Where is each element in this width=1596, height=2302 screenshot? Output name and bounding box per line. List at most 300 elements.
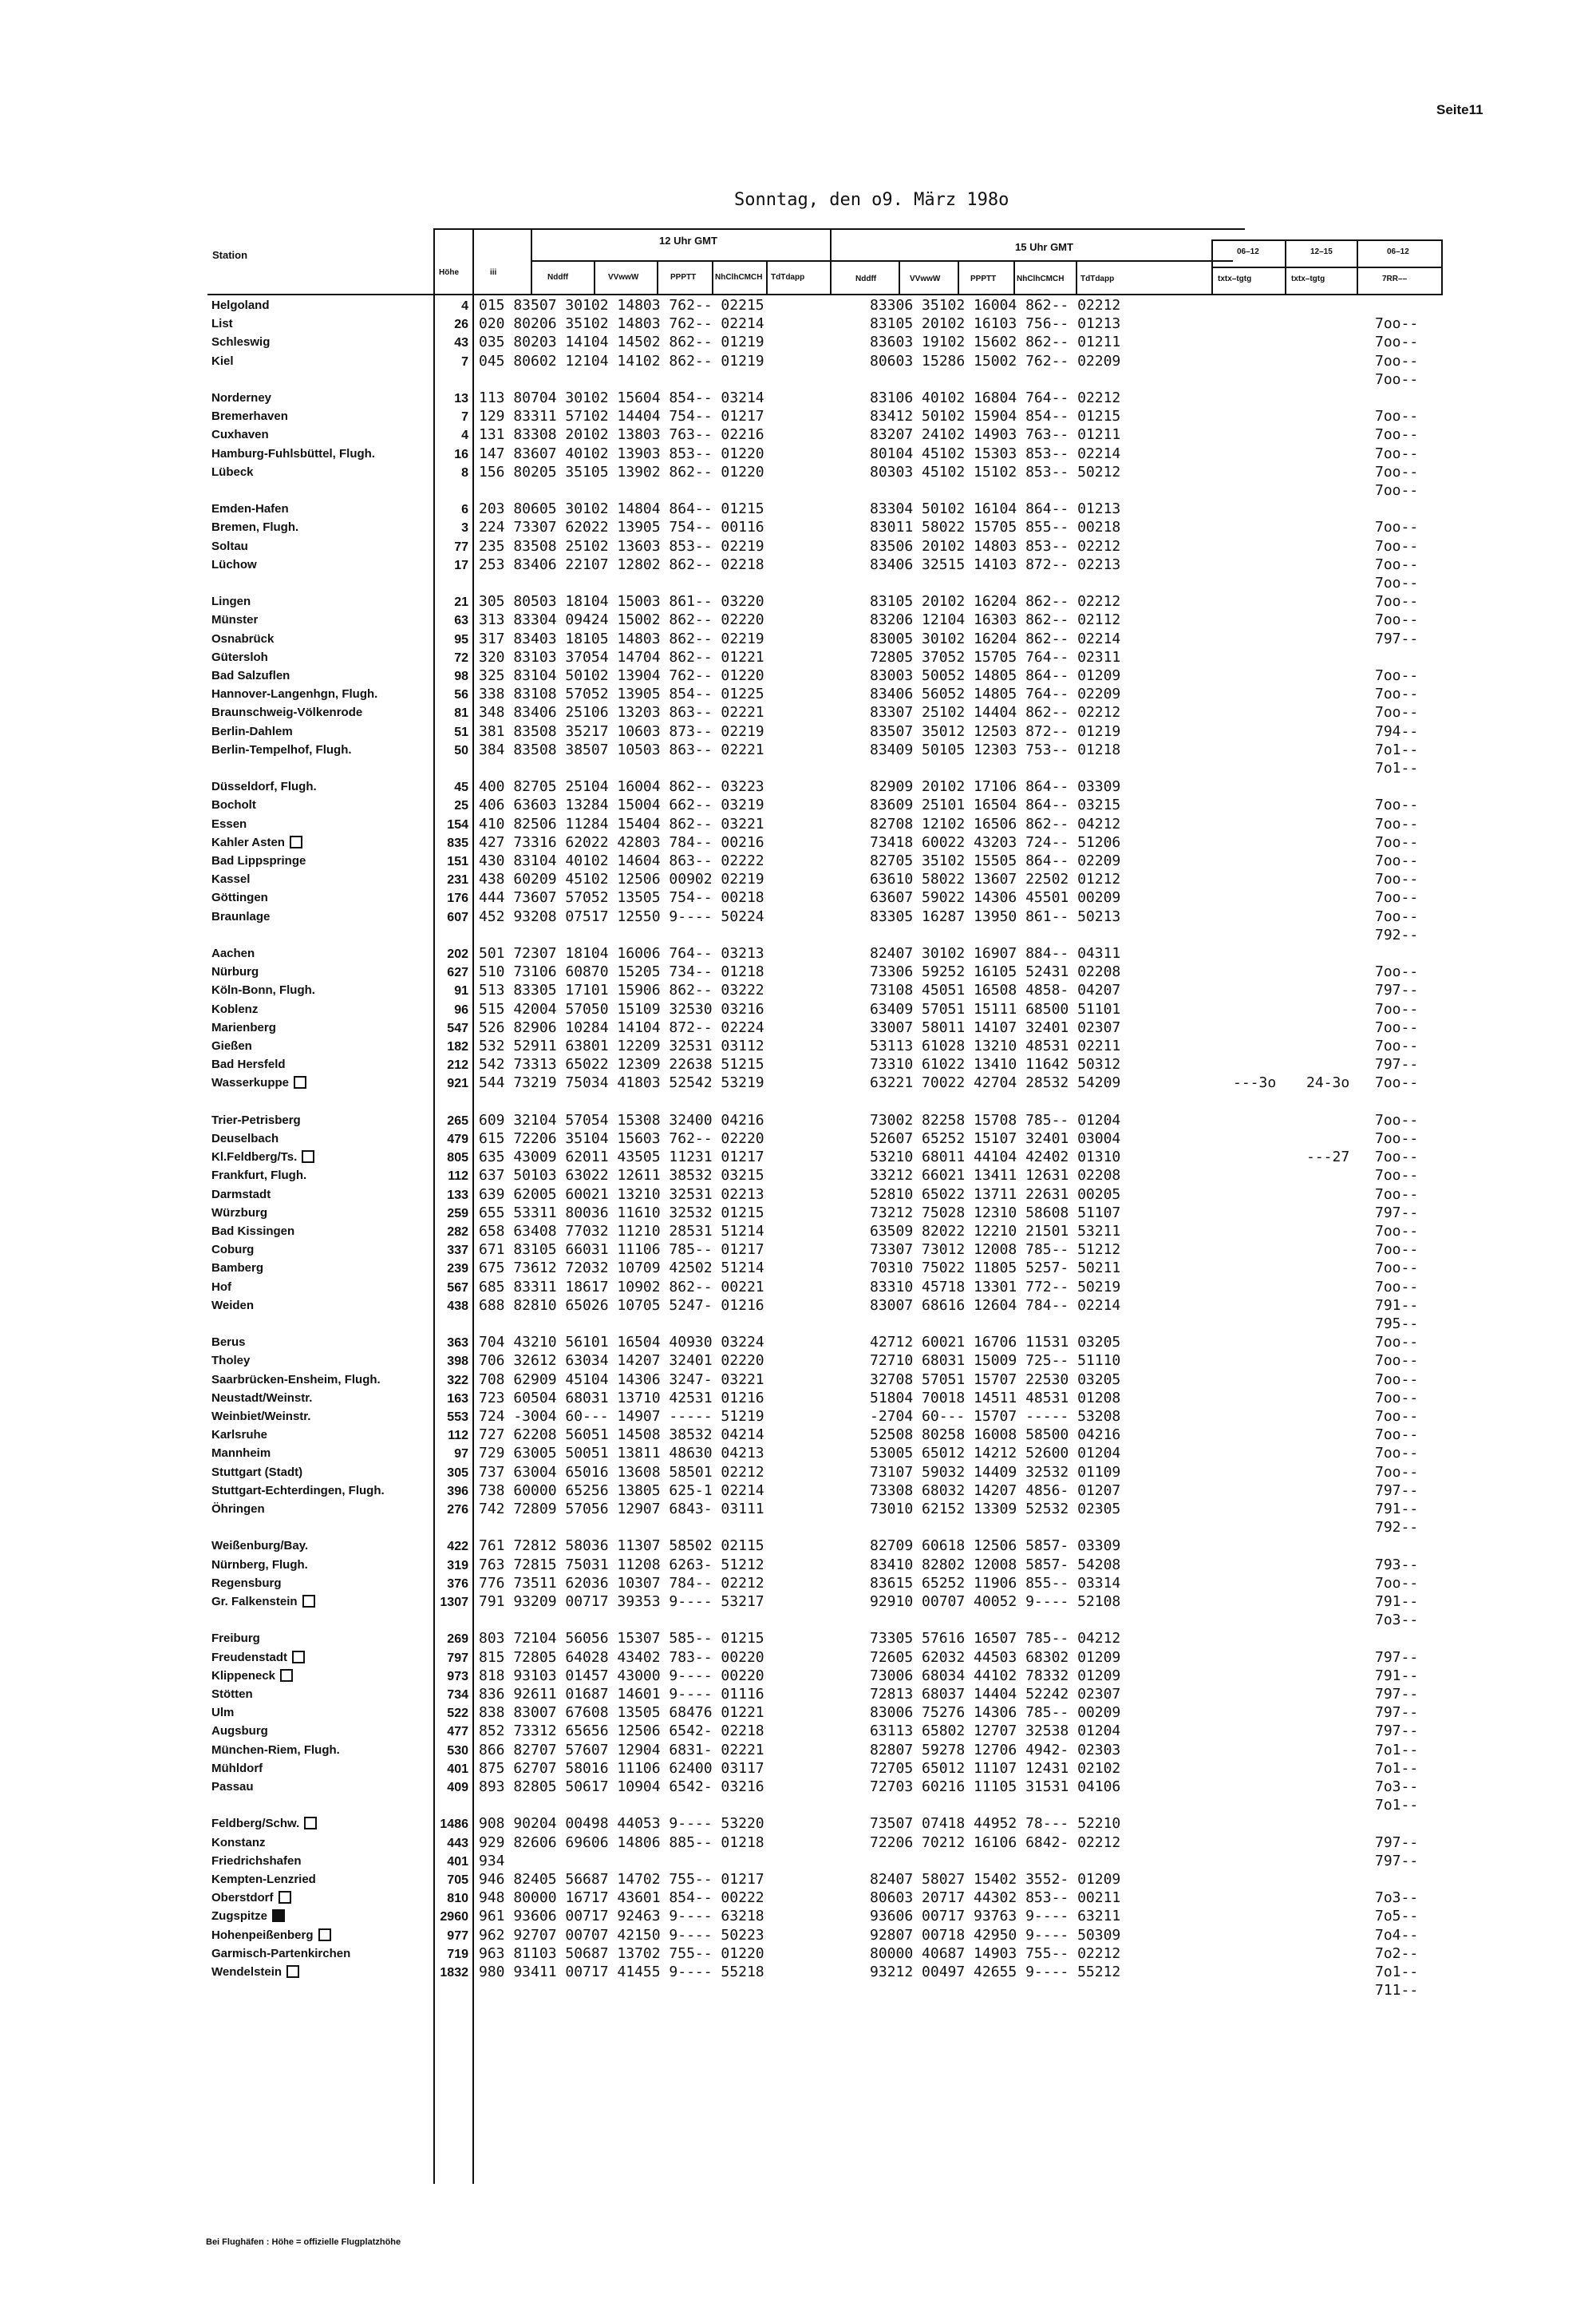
range-col-3: 7oo-- <box>1375 445 1419 462</box>
station-label: Wendelstein <box>211 1965 282 1979</box>
obs-15-gmt: 80104 45102 15303 853-- 02214 <box>870 445 1121 462</box>
range-col-3: 7o3-- <box>1375 1612 1419 1629</box>
obs-15-gmt: 70310 75022 11805 5257- 50211 <box>870 1260 1121 1277</box>
table-row <box>0 1723 1596 1740</box>
range-col-3: 7oo-- <box>1375 426 1419 444</box>
station-label: Hamburg-Fuhlsbüttel, Flugh. <box>211 446 375 461</box>
footnote: Bei Flughäfen : Höhe = offizielle Flugplatzhöhe <box>206 2237 401 2247</box>
station-height: 607 <box>447 910 468 924</box>
header-sub-1: txtx–tgtg <box>1218 275 1252 283</box>
station-label: Nürnberg, Flugh. <box>211 1557 308 1572</box>
station-height: 1486 <box>440 1817 468 1832</box>
obs-12-gmt: 836 92611 01687 14601 9---- 01116 <box>479 1686 764 1703</box>
range-col-3: 7oo-- <box>1375 1463 1419 1481</box>
range-col-3: 7oo-- <box>1375 667 1419 684</box>
range-col-3: 7oo-- <box>1375 1130 1419 1147</box>
station-height: 91 <box>454 984 468 999</box>
station-label: Essen <box>211 817 247 831</box>
obs-12-gmt: 776 73511 62036 10307 784-- 02212 <box>479 1574 764 1592</box>
station-label: Öhringen <box>211 1502 265 1516</box>
table-row <box>0 519 1596 536</box>
range-col-3: 711-- <box>1375 1982 1419 1999</box>
table-row <box>0 963 1596 981</box>
table-row <box>0 1945 1596 1963</box>
obs-12-gmt: 325 83104 50102 13904 762-- 01220 <box>479 667 764 684</box>
obs-12-gmt: 838 83007 67608 13505 68476 01221 <box>479 1704 764 1722</box>
range-col-3: 7oo-- <box>1375 556 1419 573</box>
station-name <box>211 1169 306 1182</box>
station-label: Berus <box>211 1335 246 1350</box>
obs-12-gmt: 542 73313 65022 12309 22638 51215 <box>479 1056 764 1074</box>
table-row <box>0 556 1596 574</box>
station-label: Emden-Hafen <box>211 502 289 516</box>
station-label: Bamberg <box>211 1261 264 1276</box>
obs-15-gmt: 83206 12104 16303 862-- 02112 <box>870 611 1121 629</box>
obs-15-gmt: 83105 20102 16103 756-- 01213 <box>870 315 1121 333</box>
station-height: 63 <box>454 614 468 628</box>
station-label: Gütersloh <box>211 650 268 664</box>
station-height: 7 <box>461 410 468 425</box>
obs-15-gmt: 83406 56052 14805 764-- 02209 <box>870 686 1121 703</box>
station-height: 443 <box>447 1836 468 1850</box>
obs-12-gmt: 384 83508 38507 10503 863-- 02221 <box>479 741 764 758</box>
range-col-3: 7oo-- <box>1375 686 1419 703</box>
table-row <box>0 816 1596 833</box>
header-range-1: 06–12 <box>1237 247 1259 256</box>
obs-15-gmt: 63610 58022 13607 22502 01212 <box>870 871 1121 888</box>
station-height: 1832 <box>440 1966 468 1980</box>
station-height: 81 <box>454 706 468 721</box>
station-name <box>211 1909 285 1923</box>
table-row <box>0 390 1596 407</box>
obs-12-gmt: 113 80704 30102 15604 854-- 03214 <box>479 390 764 406</box>
station-label: Marienberg <box>211 1020 276 1034</box>
station-name <box>211 520 298 534</box>
station-name <box>211 1150 314 1164</box>
station-height: 202 <box>447 947 468 961</box>
station-name <box>211 558 257 572</box>
station-label: Coburg <box>211 1243 255 1257</box>
header-15-vvwww: VVwwW <box>910 275 941 283</box>
station-label: Augsburg <box>211 1724 268 1738</box>
page-number: Seite11 <box>1436 102 1483 117</box>
header-hoehe: Höhe <box>439 268 459 277</box>
table-row <box>0 353 1596 370</box>
obs-15-gmt: 51804 70018 14511 48531 01208 <box>870 1389 1121 1406</box>
obs-12-gmt: 763 72815 75031 11208 6263- 51212 <box>479 1556 764 1573</box>
table-row <box>0 1556 1596 1574</box>
station-height: 151 <box>447 855 468 868</box>
table-row <box>0 482 1596 500</box>
range-col-3: 791-- <box>1375 1593 1419 1610</box>
range-col-3: 7oo-- <box>1375 463 1419 481</box>
obs-12-gmt: 526 82906 10284 14104 872-- 02224 <box>479 1018 764 1036</box>
obs-15-gmt: 83412 50102 15904 854-- 01215 <box>870 408 1121 425</box>
range-col-3: 7oo-- <box>1375 815 1419 833</box>
obs-12-gmt: 815 72805 64028 43402 783-- 00220 <box>479 1648 764 1666</box>
obs-12-gmt: 704 43210 56101 16504 40930 03224 <box>479 1334 764 1351</box>
station-name <box>211 354 234 368</box>
station-name <box>211 910 270 924</box>
station-label: Feldberg/Schw. <box>211 1817 300 1831</box>
obs-15-gmt: 83006 75276 14306 785-- 00209 <box>870 1704 1121 1722</box>
obs-15-gmt: 63221 70022 42704 28532 54209 <box>870 1074 1121 1092</box>
station-name <box>211 1539 308 1552</box>
table-row <box>0 1167 1596 1185</box>
table-row <box>0 408 1596 425</box>
range-col-3: 7oo-- <box>1375 908 1419 925</box>
station-name <box>211 502 289 516</box>
table-row <box>0 1537 1596 1555</box>
header-range-3: 06–12 <box>1387 247 1409 256</box>
station-label: Bremen, Flugh. <box>211 520 299 535</box>
station-name <box>211 1576 282 1590</box>
station-label: Hof <box>211 1280 231 1294</box>
header-12-vvwww: VVwwW <box>608 273 639 282</box>
table-row <box>0 464 1596 481</box>
range-col-3: 7oo-- <box>1375 1574 1419 1592</box>
station-height: 182 <box>447 1040 468 1054</box>
obs-12-gmt: 946 82405 56687 14702 755-- 01217 <box>479 1871 764 1888</box>
station-label: Göttingen <box>211 891 268 905</box>
table-row <box>0 1575 1596 1592</box>
obs-15-gmt: 73010 62152 13309 52532 02305 <box>870 1501 1121 1517</box>
obs-15-gmt: 80603 20717 44302 853-- 00211 <box>870 1889 1121 1907</box>
square-icon <box>302 1150 314 1163</box>
obs-15-gmt: 73310 61022 13410 11642 50312 <box>870 1056 1121 1074</box>
station-name <box>211 743 352 757</box>
obs-15-gmt: 63607 59022 14306 45501 00209 <box>870 889 1121 907</box>
table-row <box>0 1889 1596 1907</box>
station-height: 553 <box>447 1410 468 1424</box>
header-group-12: 12 Uhr GMT <box>659 235 717 247</box>
station-height: 72 <box>454 651 468 665</box>
range-col-3: 7oo-- <box>1375 1260 1419 1277</box>
range-col-3: 7o1-- <box>1375 760 1419 777</box>
station-height: 25 <box>454 799 468 813</box>
obs-12-gmt: 637 50103 63022 12611 38532 03215 <box>479 1167 764 1185</box>
table-row <box>0 1260 1596 1277</box>
station-name <box>211 1891 291 1904</box>
station-name <box>211 1003 258 1016</box>
station-height: 8 <box>461 465 468 480</box>
obs-12-gmt: 510 73106 60870 15205 734-- 01218 <box>479 963 764 981</box>
station-label: Bremerhaven <box>211 409 288 424</box>
station-name <box>211 1873 316 1886</box>
range-col-3: 7o1-- <box>1375 741 1419 758</box>
range-col-3: 7oo-- <box>1375 575 1419 591</box>
range-col-3: 7oo-- <box>1375 1426 1419 1444</box>
obs-12-gmt: 156 80205 35105 13902 862-- 01220 <box>479 463 764 481</box>
obs-12-gmt: 818 93103 01457 43000 9---- 00220 <box>479 1667 764 1684</box>
station-height: 56 <box>454 688 468 702</box>
obs-12-gmt: 224 73307 62022 13905 754-- 00116 <box>479 519 764 536</box>
obs-15-gmt: 83003 50052 14805 864-- 01209 <box>870 667 1121 684</box>
obs-15-gmt: 82407 58027 15402 3552- 01209 <box>870 1871 1121 1888</box>
obs-12-gmt: 147 83607 40102 13903 853-- 01220 <box>479 445 764 462</box>
obs-12-gmt: 639 62005 60021 13210 32531 02213 <box>479 1185 764 1203</box>
table-row <box>0 1408 1596 1426</box>
station-label: Tholey <box>211 1354 251 1368</box>
range-col-3: 7oo-- <box>1375 889 1419 907</box>
range-col-3: 792-- <box>1375 1519 1419 1537</box>
obs-12-gmt: 338 83108 57052 13905 854-- 01225 <box>479 686 764 703</box>
range-col-3: 797-- <box>1375 1204 1419 1221</box>
station-label: Düsseldorf, Flugh. <box>211 780 317 794</box>
station-label: Mannheim <box>211 1446 271 1461</box>
table-row <box>0 686 1596 703</box>
station-height: 212 <box>447 1058 468 1073</box>
station-height: 96 <box>454 1003 468 1017</box>
obs-15-gmt: 83106 40102 16804 764-- 02212 <box>870 390 1121 406</box>
station-name <box>211 1928 331 1942</box>
obs-15-gmt: 73305 57616 16507 785-- 04212 <box>870 1630 1121 1647</box>
table-row <box>0 593 1596 611</box>
station-height: 3 <box>461 521 468 536</box>
range-col-3: 7oo-- <box>1375 833 1419 851</box>
station-label: Kiel <box>211 354 234 368</box>
obs-15-gmt: 82705 35102 15505 864-- 02209 <box>870 852 1121 869</box>
station-height: 43 <box>454 336 468 350</box>
station-height: 734 <box>447 1688 468 1702</box>
obs-12-gmt: 501 72307 18104 16006 764-- 03213 <box>479 945 764 962</box>
station-height: 239 <box>447 1262 468 1276</box>
obs-15-gmt: 83105 20102 16204 862-- 02212 <box>870 593 1121 611</box>
station-label: Lübeck <box>211 465 254 479</box>
range-col-3: 797-- <box>1375 1704 1419 1722</box>
station-label: Zugspitze <box>211 1909 267 1924</box>
range-col-3: 7oo-- <box>1375 519 1419 536</box>
range-col-3: 7oo-- <box>1375 1445 1419 1462</box>
obs-12-gmt: 761 72812 58036 11307 58502 02115 <box>479 1537 764 1555</box>
square-icon <box>304 1817 317 1829</box>
station-label: Friedrichshafen <box>211 1853 302 1868</box>
table-row <box>0 1019 1596 1037</box>
range-col-3: 7oo-- <box>1375 593 1419 611</box>
station-label: Stuttgart-Echterdingen, Flugh. <box>211 1483 385 1497</box>
range-col-3: 7o3-- <box>1375 1889 1419 1907</box>
obs-12-gmt: 737 63004 65016 13608 58501 02212 <box>479 1463 764 1481</box>
obs-12-gmt: 655 53311 80036 11610 32532 01215 <box>479 1204 764 1221</box>
table-row <box>0 1001 1596 1018</box>
obs-12-gmt: 708 62909 45104 14306 3247- 03221 <box>479 1371 764 1388</box>
range-col-3: 797-- <box>1375 1481 1419 1499</box>
station-height: 45 <box>454 781 468 795</box>
station-label: Klippeneck <box>211 1668 276 1683</box>
station-height: 97 <box>454 1447 468 1461</box>
range-col-3: 7oo-- <box>1375 1149 1419 1166</box>
header-iii: iii <box>490 268 497 277</box>
range-col-3: 7oo-- <box>1375 482 1419 499</box>
obs-12-gmt: 742 72809 57056 12907 6843- 03111 <box>479 1501 764 1517</box>
range-col-2: ---27 <box>1306 1149 1350 1166</box>
table-row <box>0 1612 1596 1629</box>
obs-15-gmt: 83307 25102 14404 862-- 02212 <box>870 704 1121 722</box>
table-row <box>0 1464 1596 1481</box>
station-height: 51 <box>454 725 468 739</box>
obs-15-gmt: 83011 58022 15705 855-- 00218 <box>870 519 1121 536</box>
obs-15-gmt: 83609 25101 16504 864-- 03215 <box>870 797 1121 814</box>
station-height: 627 <box>447 966 468 980</box>
station-height: 705 <box>447 1873 468 1887</box>
range-col-3: 7oo-- <box>1375 1223 1419 1240</box>
header-12-tdtd: TdTdapp <box>771 273 805 282</box>
station-label: Braunlage <box>211 909 271 924</box>
range-col-3: 7oo-- <box>1375 352 1419 370</box>
station-name <box>211 1854 302 1868</box>
station-height: 719 <box>447 1947 468 1961</box>
obs-15-gmt: 72703 60216 11105 31531 04106 <box>870 1778 1121 1795</box>
table-row <box>0 649 1596 666</box>
table-row <box>0 1853 1596 1870</box>
obs-15-gmt: 52508 80258 16008 58500 04216 <box>870 1426 1121 1444</box>
table-row <box>0 1519 1596 1537</box>
obs-15-gmt: 53113 61028 13210 48531 02211 <box>870 1038 1121 1054</box>
station-label: Schleswig <box>211 335 271 350</box>
range-col-3: 7oo-- <box>1375 315 1419 333</box>
station-name <box>211 965 259 979</box>
range-col-3: 7o2-- <box>1375 1944 1419 1962</box>
station-height: 438 <box>447 1299 468 1313</box>
table-row <box>0 927 1596 944</box>
station-label: Bad Kissingen <box>211 1224 295 1238</box>
table-row <box>0 1482 1596 1500</box>
table-row <box>0 1223 1596 1240</box>
obs-12-gmt: 320 83103 37054 14704 862-- 01221 <box>479 648 764 666</box>
station-name <box>211 947 255 960</box>
station-height: 810 <box>447 1892 468 1906</box>
range-col-3: 7oo-- <box>1375 1185 1419 1203</box>
range-col-3: 797-- <box>1375 982 1419 999</box>
station-label: Karlsruhe <box>211 1428 268 1442</box>
obs-15-gmt: 83507 35012 12503 872-- 01219 <box>870 722 1121 740</box>
obs-12-gmt: 430 83104 40102 14604 863-- 02222 <box>479 852 764 869</box>
station-name <box>211 669 290 682</box>
obs-15-gmt: 73306 59252 16105 52431 02208 <box>870 963 1121 981</box>
station-name <box>211 1446 271 1460</box>
station-name <box>211 1947 350 1960</box>
table-row <box>0 575 1596 592</box>
station-name <box>211 335 270 349</box>
station-label: Bad Lippspringe <box>211 854 306 868</box>
range-col-3: 797-- <box>1375 1852 1419 1869</box>
obs-12-gmt: 615 72206 35104 15603 762-- 02220 <box>479 1130 764 1147</box>
header-range-2: 12–15 <box>1310 247 1333 256</box>
table-row <box>0 1094 1596 1111</box>
obs-15-gmt: 73212 75028 12310 58608 51107 <box>870 1204 1121 1221</box>
station-name <box>211 1021 276 1034</box>
station-label: Gr. Falkenstein <box>211 1595 298 1608</box>
station-height: 95 <box>454 632 468 647</box>
range-col-3: 797-- <box>1375 1723 1419 1740</box>
station-label: Bocholt <box>211 798 256 813</box>
obs-15-gmt: 82909 20102 17106 864-- 03309 <box>870 778 1121 796</box>
station-name <box>211 1299 254 1312</box>
table-row <box>0 1501 1596 1518</box>
obs-12-gmt: 544 73219 75034 41803 52542 53219 <box>479 1074 764 1092</box>
table-row <box>0 1445 1596 1462</box>
range-col-3: 793-- <box>1375 1556 1419 1573</box>
table-row <box>0 1778 1596 1796</box>
table-row <box>0 1667 1596 1685</box>
obs-12-gmt: 852 73312 65656 12506 6542- 02218 <box>479 1723 764 1740</box>
station-name <box>211 613 258 627</box>
obs-12-gmt: 893 82805 50617 10904 6542- 03216 <box>479 1778 764 1795</box>
station-name <box>211 1836 266 1849</box>
station-name <box>211 409 288 423</box>
range-col-3: 7oo-- <box>1375 334 1419 351</box>
station-height: 522 <box>447 1707 468 1721</box>
station-name <box>211 1076 306 1090</box>
range-col-3: 7o1-- <box>1375 1964 1419 1980</box>
obs-12-gmt: 688 82810 65026 10705 5247- 01216 <box>479 1296 764 1314</box>
station-label: Regensburg <box>211 1576 282 1590</box>
range-col-3: 797-- <box>1375 630 1419 647</box>
station-height: 319 <box>447 1558 468 1572</box>
station-name <box>211 317 233 330</box>
station-label: Oberstdorf <box>211 1891 274 1905</box>
obs-15-gmt: 52810 65022 13711 22631 00205 <box>870 1185 1121 1203</box>
table-row <box>0 500 1596 518</box>
station-name <box>211 1484 385 1497</box>
station-name <box>211 428 269 441</box>
station-label: Münster <box>211 613 259 627</box>
filled-square-icon <box>272 1909 285 1922</box>
station-name <box>211 1465 302 1479</box>
station-height: 26 <box>454 318 468 332</box>
range-col-3: 7oo-- <box>1375 1408 1419 1425</box>
station-label: Stuttgart (Stadt) <box>211 1465 303 1479</box>
station-label: Deuselbach <box>211 1132 279 1145</box>
station-label: Soltau <box>211 539 248 553</box>
station-height: 322 <box>447 1373 468 1387</box>
range-col-3: 7oo-- <box>1375 1278 1419 1295</box>
station-name <box>211 1651 305 1664</box>
station-label: München-Riem, Flugh. <box>211 1742 340 1757</box>
table-row <box>0 1130 1596 1148</box>
obs-12-gmt: 381 83508 35217 10603 873-- 02219 <box>479 722 764 740</box>
obs-12-gmt: 235 83508 25102 13603 853-- 02219 <box>479 537 764 555</box>
station-name <box>211 1965 299 1979</box>
station-label: Kempten-Lenzried <box>211 1873 316 1886</box>
table-row <box>0 1686 1596 1703</box>
station-name <box>211 1243 254 1256</box>
obs-15-gmt: 83007 68616 12604 784-- 02214 <box>870 1296 1121 1314</box>
obs-15-gmt: 63409 57051 15111 68500 51101 <box>870 1000 1121 1018</box>
station-height: 547 <box>447 1021 468 1035</box>
header-sub-3: 7RR–– <box>1382 275 1408 283</box>
station-name <box>211 595 251 608</box>
square-icon <box>279 1891 291 1904</box>
table-row <box>0 1149 1596 1166</box>
table-row <box>0 797 1596 814</box>
obs-12-gmt: 532 52911 63801 12209 32531 03112 <box>479 1038 764 1054</box>
obs-15-gmt: 73006 68034 44102 78332 01209 <box>870 1667 1121 1684</box>
obs-12-gmt: 671 83105 66031 11106 785-- 01217 <box>479 1241 764 1259</box>
obs-12-gmt: 203 80605 30102 14804 864-- 01215 <box>479 500 764 518</box>
range-col-3: 7o3-- <box>1375 1778 1419 1795</box>
table-row <box>0 760 1596 777</box>
station-label: Osnabrück <box>211 631 275 646</box>
table-row <box>0 1315 1596 1333</box>
range-col-3: 797-- <box>1375 1833 1419 1851</box>
obs-15-gmt: 83603 19102 15602 862-- 01211 <box>870 334 1121 351</box>
station-label: Berlin-Dahlem <box>211 724 293 738</box>
obs-12-gmt: 305 80503 18104 15003 861-- 03220 <box>479 593 764 611</box>
table-row <box>0 945 1596 963</box>
station-label: Nürburg <box>211 965 259 979</box>
station-label: Cuxhaven <box>211 428 269 442</box>
